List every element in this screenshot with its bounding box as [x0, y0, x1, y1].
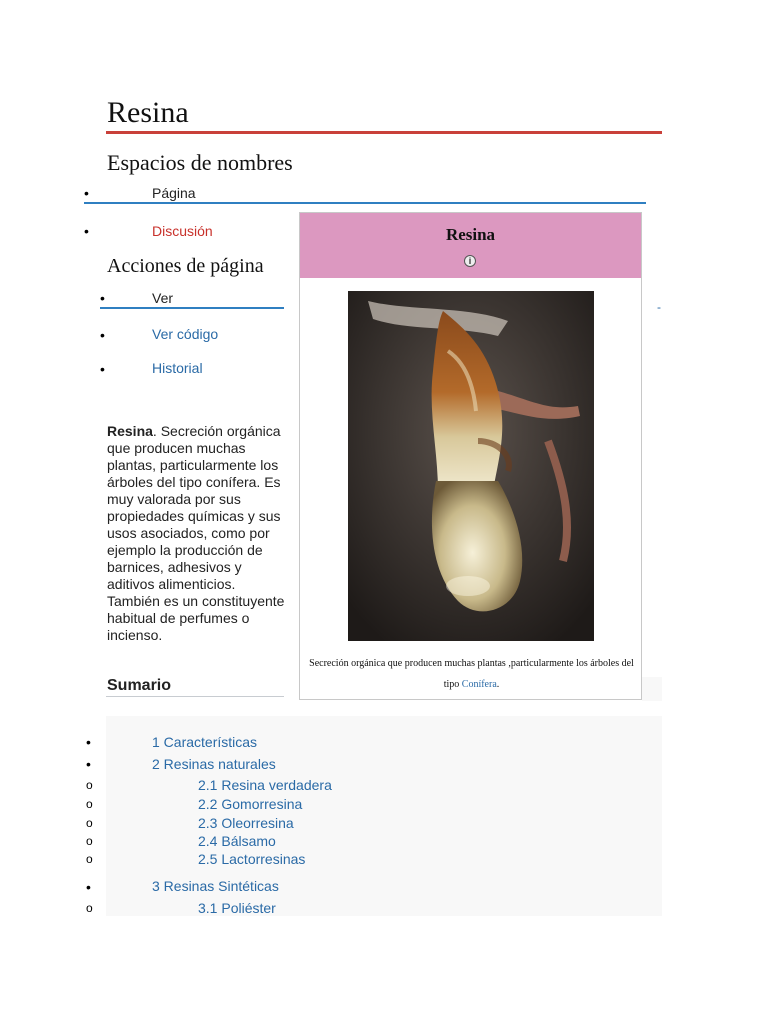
- toc-corner-shade: [642, 677, 662, 701]
- toc-entry[interactable]: 3.1 Poliéster: [198, 900, 276, 916]
- resin-photo-svg: [348, 291, 594, 641]
- title-underline: [106, 131, 662, 134]
- bullet-dot: •: [100, 327, 105, 343]
- toc-entry[interactable]: 2.5 Lactorresinas: [198, 851, 306, 867]
- action-historial[interactable]: Historial: [152, 360, 203, 376]
- infobox-header: [300, 213, 641, 278]
- lead-paragraph: [107, 423, 287, 644]
- toc-entry[interactable]: 2.3 Oleorresina: [198, 815, 294, 831]
- bullet-circle: o: [86, 816, 93, 830]
- toc-entry[interactable]: 1 Características: [152, 734, 258, 750]
- toc-entry[interactable]: 2.1 Resina verdadera: [198, 777, 332, 793]
- lead-text: . Secreción orgánica que producen muchas plantas, particularmente los árboles del tipo conífera. Es muy valorada por sus propiedades químicas y sus usos asociados, como por ejemplo la producción de barnices, adhesivos y aditivos alimenticios. También es un constituyente habitual de perfumes o incienso.: [107, 423, 285, 643]
- caption-text: Secreción orgánica que producen muchas plantas ,particularmente los árboles del tipo: [309, 658, 634, 690]
- tab-pagina[interactable]: Página: [152, 185, 196, 201]
- bullet-circle: o: [86, 778, 93, 792]
- bullet-dot: •: [84, 223, 89, 239]
- bullet-circle: o: [86, 797, 93, 811]
- infobox-title: Resina: [445, 225, 496, 244]
- tab-discusion[interactable]: Discusión: [152, 223, 213, 239]
- action-ver-codigo[interactable]: Ver código: [152, 326, 219, 342]
- toc-title: Sumario: [107, 677, 172, 694]
- action-underline: [100, 307, 284, 309]
- toc-entry[interactable]: 3 Resinas Sintéticas: [152, 878, 279, 894]
- bullet-dot: •: [100, 290, 105, 306]
- infobox-caption: [304, 653, 639, 695]
- tab-underline: [84, 202, 646, 204]
- caption-period: .: [496, 679, 500, 690]
- lead-bold-term: Resina: [107, 423, 153, 439]
- toc-title-rule: [106, 696, 284, 697]
- bullet-circle: o: [86, 834, 93, 848]
- caption-link-conifera[interactable]: Conífera: [461, 679, 497, 690]
- resin-drop-photo[interactable]: [348, 291, 594, 641]
- bullet-circle: o: [86, 901, 93, 915]
- bullet-dot: •: [86, 756, 91, 772]
- bullet-dot: •: [84, 185, 89, 201]
- actions-heading: Acciones de página: [107, 255, 264, 277]
- infobox: [299, 212, 642, 700]
- toc-entry[interactable]: 2 Resinas naturales: [152, 756, 276, 772]
- stray-dot: -: [657, 300, 661, 314]
- toc-entry[interactable]: 2.4 Bálsamo: [198, 833, 276, 849]
- bullet-circle: o: [86, 852, 93, 866]
- bullet-dot: •: [100, 361, 105, 377]
- toc-entry[interactable]: 2.2 Gomorresina: [198, 796, 303, 812]
- info-icon[interactable]: i: [464, 255, 476, 267]
- bullet-dot: •: [86, 879, 91, 895]
- bullet-dot: •: [86, 734, 91, 750]
- action-ver[interactable]: Ver: [152, 290, 174, 306]
- page-title: Resina: [107, 96, 189, 129]
- namespaces-heading: Espacios de nombres: [107, 150, 293, 175]
